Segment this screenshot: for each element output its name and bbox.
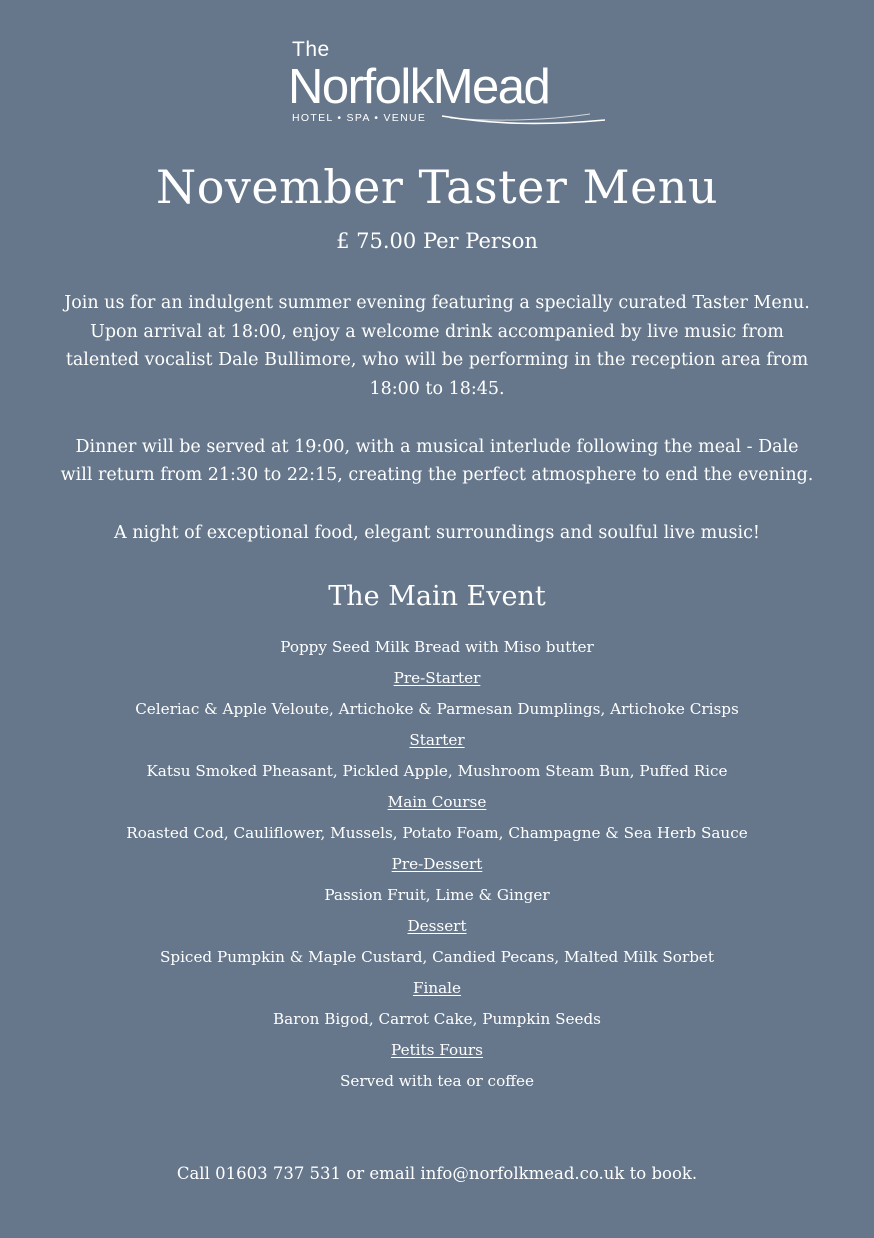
menu-course-heading: Pre-Dessert [391,855,483,873]
logo-the-text: The [292,38,330,61]
menu-course-heading: Finale [412,979,462,997]
menu-dish: Poppy Seed Milk Bread with Miso butter [280,638,594,656]
menu-dish: Katsu Smoked Pheasant, Pickled Apple, Mushroom Steam Bun, Puffed Rice [146,762,728,780]
logo-name-text: NorfolkMead [288,60,550,114]
price-text: £ 75.00 Per Person [336,229,538,253]
menu-dish: Baron Bigod, Carrot Cake, Pumpkin Seeds [273,1010,601,1028]
menu-dish: Roasted Cod, Cauliflower, Mussels, Potato Foam, Champagne & Sea Herb Sauce [126,824,748,842]
menu-course-heading: Pre-Starter [393,669,481,687]
intro-paragraph: Dinner will be served at 19:00, with a musical interlude following the meal - Dale will return from 21:30 to 22:15, creating the perfect atmosphere to end the evening. [60,436,814,486]
intro-paragraph: A night of exceptional food, elegant surroundings and soulful live music! [114,522,760,543]
menu-dish: Spiced Pumpkin & Maple Custard, Candied Pecans, Malted Milk Sorbet [159,948,715,966]
menu-dish: Served with tea or coffee [340,1072,534,1090]
section-title: The Main Event [328,581,546,612]
menu-list [0,632,874,1097]
menu-course-heading: Dessert [407,917,467,935]
menu-dish: Celeriac & Apple Veloute, Artichoke & Parmesan Dumplings, Artichoke Crisps [135,700,739,718]
menu-dish: Passion Fruit, Lime & Ginger [324,886,550,904]
menu-course-heading: Petits Fours [391,1041,483,1059]
booking-info: Call 01603 737 531 or email info@norfolkmead.co.uk to book. [176,1164,698,1183]
menu-course-heading: Starter [409,731,465,749]
page-title: November Taster Menu [155,160,719,214]
intro-paragraph: Join us for an indulgent summer evening featuring a specially curated Taster Menu. Upon arrival at 18:00, enjoy a welcome drink accompanied by live music from talented vocalist Dale Bullimore, who will be performing in the reception area from 18:00 to 18:45. [64,293,810,400]
intro-text [60,289,814,576]
logo-swoosh-icon [440,98,610,128]
menu-course-heading: Main Course [387,793,487,811]
logo-tagline: HOTEL • SPA • VENUE [292,112,427,124]
logo [0,38,874,128]
